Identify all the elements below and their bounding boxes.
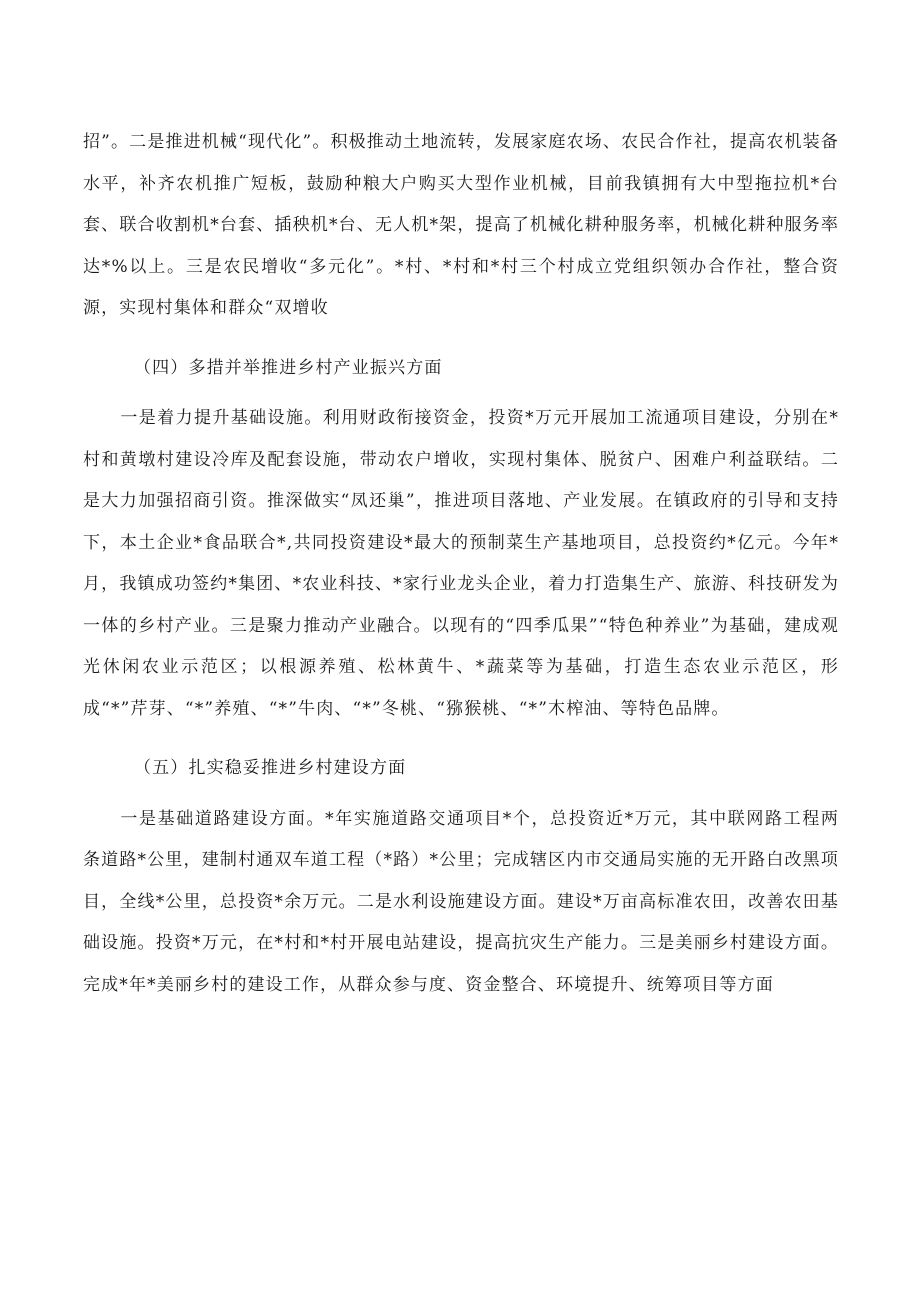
section-heading-industry: （四）多措并举推进乡村产业振兴方面 (134, 357, 443, 378)
spacer (83, 730, 839, 739)
paragraph-industry: 一是着力提升基础设施。利用财政衔接资金，投资*万元开展加工流通项目建设，分别在*村和黄墩村建设冷库及配套设施，带动农户增收，实现村集体、脱贫户、困难户利益联结。二是大力加强招商引资。推深做实“凤还巢”，推进项目落地、产业发展。在镇政府的引导和支持下，本土企业*食品联合*,共同投资建设*最大的预制菜生产基地项目，总投资约*亿元。今年*月，我镇成功签约*集团、*农业科技、*家行业龙头企业，着力打造集生产、旅游、科技研发为一体的乡村产业。三是聚力推动产业融合。以现有的“四季瓜果”“特色种养业”为基础，建成观光休闲农业示范区；以根源养殖、松林黄牛、*蔬菜等为基础，打造生态农业示范区，形成“*”芹芽、“*”养殖、“*”牛肉、“*”冬桃、“猕猴桃、“*”木榨油、等特色品牌。 (83, 408, 839, 719)
section-heading-construction: （五）扎实稳妥推进乡村建设方面 (134, 758, 407, 778)
document-body (83, 122, 839, 1006)
paragraph-construction: 一是基础道路建设方面。*年实施道路交通项目*个，总投资近*万元，其中联网路工程两条道路*公里，建制村通双车道工程（*路）*公里；完成辖区内市交通局实施的无开路白改黑项目，全线*公里，总投资*余万元。二是水利设施建设方面。建设*万亩高标准农田，改善农田基础设施。投资*万元，在*村和*村开展电站建设，提高抗灾生产能力。三是美丽乡村建设方面。完成*年*美丽乡村的建设工作，从群众参与度、资金整合、环境提升、统筹项目等方面 (83, 808, 839, 995)
paragraph-mechanization: 招”。二是推进机械“现代化”。积极推动土地流转，发展家庭农场、农民合作社，提高农机装备水平，补齐农机推广短板，鼓励种粮大户购买大型作业机械，目前我镇拥有大中型拖拉机*台套、联合收割机*台套、插秧机*台、无人机*架，提高了机械化耕种服务率，机械化耕种服务率达*%以上。三是农民增收“多元化”。*村、*村和*村三个村成立党组织领办合作社，整合资源，实现村集体和群众“双增收 (83, 132, 839, 318)
spacer (83, 330, 839, 339)
